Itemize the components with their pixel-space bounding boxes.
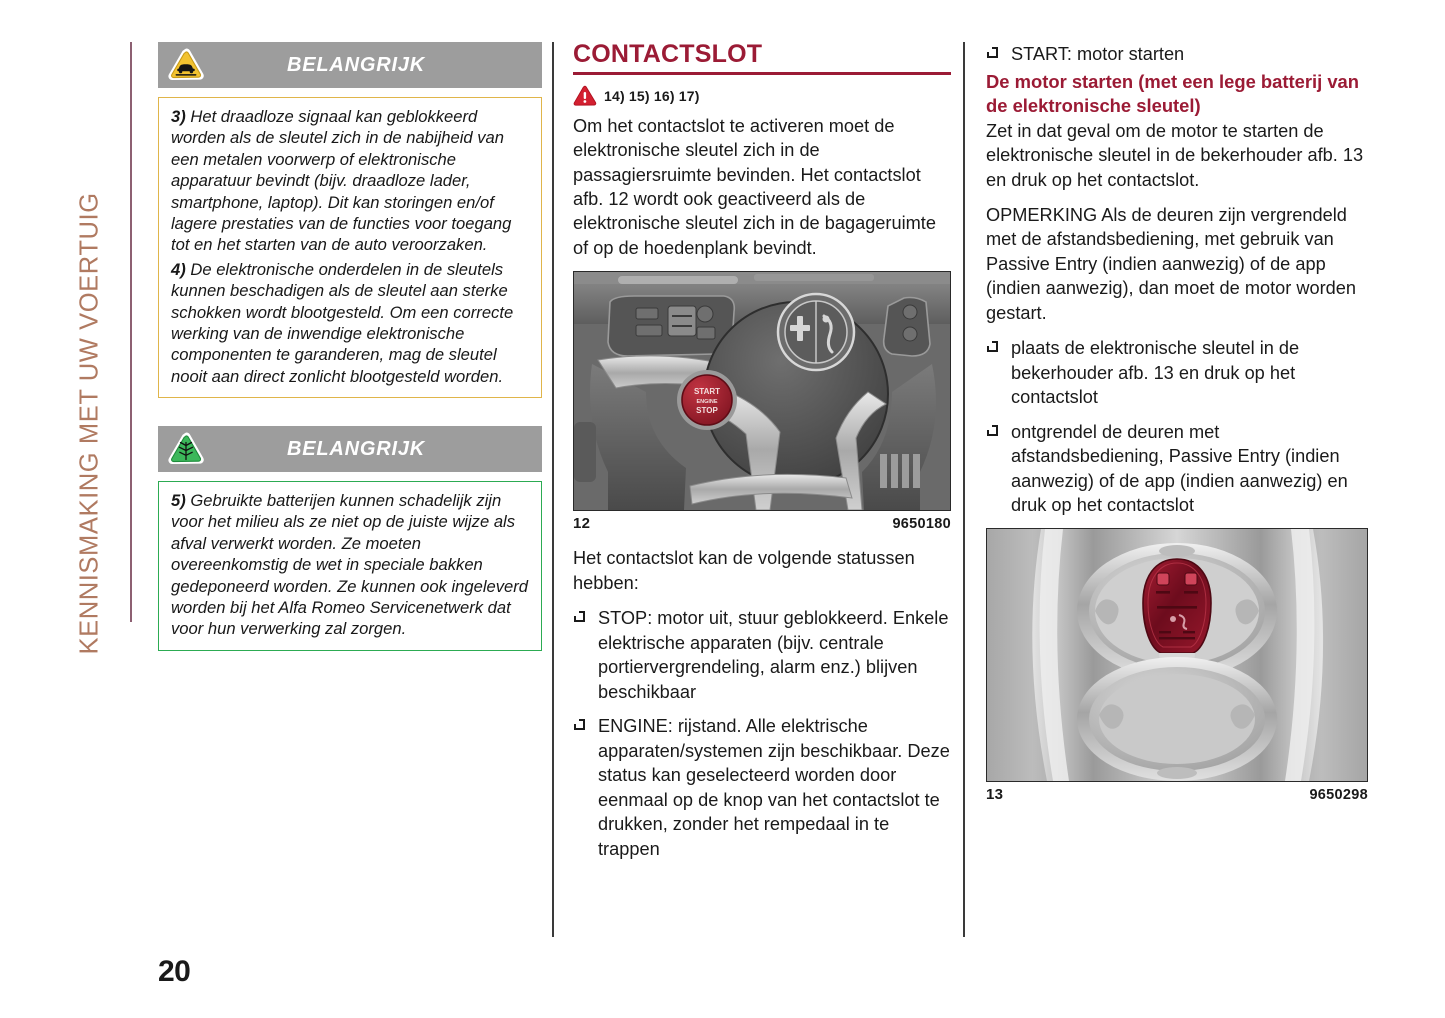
tree-environment-triangle-icon bbox=[158, 426, 214, 472]
danger-reference-numbers: 14) 15) 16) 17) bbox=[604, 87, 700, 104]
procedure-bullet-place-key-text: plaats de elektronische sleutel in de bekerhouder afb. 13 en druk op het contactslot bbox=[1011, 338, 1300, 408]
status-bullet-start-text: START: motor starten bbox=[1011, 44, 1185, 64]
svg-text:ENGINE: ENGINE bbox=[696, 399, 718, 406]
bullet-square-icon bbox=[987, 47, 998, 58]
figure-12-caption bbox=[573, 515, 951, 532]
bullet-square-icon bbox=[987, 341, 998, 352]
status-bullet-stop-text: STOP: motor uit, stuur geblokkeerd. Enkele elektrische apparaten (bijv. centrale portiervergrendeling, alarm enz.) blijven beschikbaar bbox=[598, 608, 949, 702]
page-title-rule bbox=[573, 72, 951, 75]
right-column bbox=[986, 42, 1368, 817]
warning-item-4 bbox=[171, 259, 531, 387]
svg-text:START: START bbox=[693, 387, 721, 397]
warning-item-3-number: 3) bbox=[171, 107, 186, 126]
status-bullet-start bbox=[986, 42, 1368, 66]
car-skid-warning-triangle-icon bbox=[158, 42, 214, 88]
column-divider-2 bbox=[963, 42, 965, 937]
figure-13-frame bbox=[986, 528, 1368, 782]
danger-reference-line bbox=[573, 85, 951, 107]
warning-item-5-number: 5) bbox=[171, 491, 186, 511]
warning-item-5-text: Gebruikte batterijen kunnen schadelijk zijn voor het milieu als ze niet op de juiste wijze als afval verwerkt worden. Ze moeten overeenkomstig de wet in speciale bakken gedeponeerd worden. Ze kunnen ook ingeleverd worden bij het Alfa Romeo Servicenetwerk dat voor hun verwerking zal zorgen. bbox=[171, 491, 529, 639]
statuses-intro-paragraph: Het contactslot kan de volgende statussen hebben: bbox=[573, 548, 915, 593]
figure-13 bbox=[986, 528, 1368, 803]
bullet-square-icon bbox=[987, 425, 998, 436]
svg-text:STOP: STOP bbox=[696, 406, 718, 416]
page-number: 20 bbox=[158, 955, 191, 988]
procedure-bullet-unlock-doors bbox=[986, 420, 1368, 518]
page-title: CONTACTSLOT bbox=[573, 40, 763, 68]
figure-12-frame bbox=[573, 271, 951, 511]
start-empty-battery-paragraph: Zet in dat geval om de motor te starten de elektronische sleutel in de bekerhouder afb. 13 en druk op het contactslot. bbox=[986, 120, 1364, 190]
chapter-tab-rule bbox=[130, 42, 132, 622]
figure-13-caption bbox=[986, 786, 1368, 803]
figure-12-code: 9650180 bbox=[892, 516, 951, 533]
opmerking-paragraph: OPMERKING Als de deuren zijn vergrendeld met de afstandsbediening, met gebruik van Passive Entry (indien aanwezig) of de app (indien aanwezig), dan moet de motor worden gestart. bbox=[986, 204, 1357, 323]
cupholder-with-electronic-key-illustration bbox=[987, 529, 1367, 781]
bullet-square-icon bbox=[574, 611, 585, 622]
warning-item-3 bbox=[171, 106, 531, 256]
status-bullet-engine-text: ENGINE: rijstand. Alle elektrische apparaten/systemen zijn beschikbaar. Deze status kan geselecteerd worden door eenmaal op de knop van het contactslot te drukken, zonder het rempedaal in te trappen bbox=[598, 716, 950, 859]
important-body-2 bbox=[158, 481, 542, 651]
warning-item-3-text: Het draadloze signaal kan geblokkeerd worden als de sleutel zich in de nabijheid van een metalen voorwerp of elektronische apparatuur bevindt (bijv. draadloze lader, smartphone, laptop). Dit kan storingen en/of lagere prestaties van de functies voor toegang tot en het starten van de auto veroorzaken. bbox=[171, 107, 512, 255]
important-header-1 bbox=[158, 42, 542, 88]
figure-12 bbox=[573, 271, 951, 532]
important-title-1: BELANGRIJK bbox=[286, 53, 425, 76]
figure-12-number: 12 bbox=[573, 515, 591, 533]
procedure-bullet-place-key bbox=[986, 336, 1368, 409]
important-title-2: BELANGRIJK bbox=[286, 437, 425, 460]
chapter-tab bbox=[0, 0, 132, 1018]
contactslot-intro-paragraph: Om het contactslot te activeren moet de elektronische sleutel zich in de passagiersruimte bevinden. Het contactslot afb. 12 wordt ook geactiveerd als de elektronische sleutel zich in de bagageruimte of op de hoedenplank bevindt. bbox=[573, 115, 936, 258]
warning-item-4-text: De elektronische onderdelen in de sleutels kunnen beschadigen als de sleutel aan sterke schokken wordt blootgesteld. Om een correcte werking van de inwendige elektronische componenten te garanderen, mag de sleutel nooit aan direct zonlicht blootgesteld worden. bbox=[171, 259, 514, 386]
important-body-1 bbox=[158, 97, 542, 398]
status-bullet-engine bbox=[573, 714, 951, 861]
figure-13-code: 9650298 bbox=[1309, 786, 1368, 803]
middle-column bbox=[573, 42, 951, 871]
chapter-tab-label: KENNISMAKING MET UW VOERTUIG bbox=[75, 192, 104, 655]
subsection-title: De motor starten (met een lege batterij van de elektronische sleutel) bbox=[986, 71, 1360, 117]
important-header-2 bbox=[158, 426, 542, 472]
warning-item-4-number: 4) bbox=[171, 259, 186, 279]
column-divider-1 bbox=[552, 42, 554, 937]
warning-item-5 bbox=[171, 490, 531, 640]
status-bullet-stop bbox=[573, 606, 951, 704]
bullet-square-icon bbox=[574, 719, 585, 730]
figure-13-number: 13 bbox=[986, 785, 1004, 803]
procedure-bullet-unlock-doors-text: ontgrendel de deuren met afstandsbediening, Passive Entry (indien aanwezig) of de app (indien aanwezig) en druk op het contactslot bbox=[1011, 421, 1348, 516]
steering-wheel-start-stop-button-illustration bbox=[574, 272, 950, 510]
left-column bbox=[158, 42, 542, 679]
exclamation-warning-triangle-icon bbox=[573, 85, 597, 107]
